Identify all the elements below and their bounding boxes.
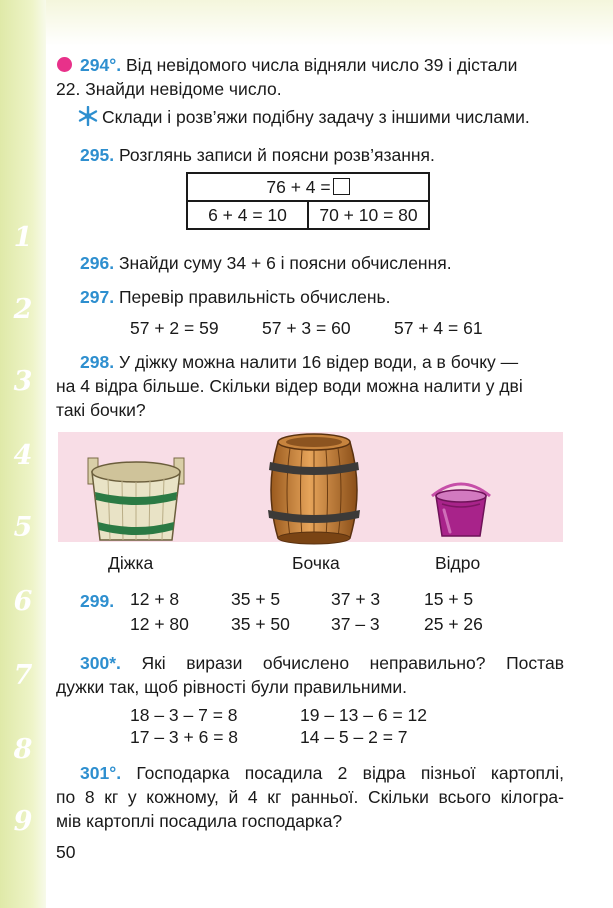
problem-number: 299. <box>80 591 115 611</box>
expression: 37 – 3 <box>331 614 380 634</box>
expression: 19 – 13 – 6 = 12 <box>300 705 427 725</box>
barrel-illustration <box>264 432 364 548</box>
scheme-top: 76 + 4 = <box>187 173 429 201</box>
expression: 12 + 8 <box>130 589 180 609</box>
problem-300-line2: дужки так, щоб рівності були правильними. <box>56 677 408 697</box>
sidebar-number: 8 <box>13 734 33 765</box>
problem-300-line1: 300*. Які вирази обчислено неправильно? Постав <box>80 653 564 673</box>
sidebar-number: 5 <box>13 512 33 543</box>
scheme-table <box>186 172 430 230</box>
sidebar-number: 3 <box>13 366 33 397</box>
problem-294-sub: Склади і розв’яжи подібну задачу з іншими числами. <box>102 107 530 127</box>
problem-294-line1: 294°. Від невідомого числа відняли число 39 і дістали <box>80 55 518 75</box>
bucket-illustration <box>428 478 494 538</box>
expression: 35 + 50 <box>231 614 290 634</box>
sidebar-number: 1 <box>13 222 33 253</box>
problem-298-line3: такі бочки? <box>56 400 146 420</box>
problem-298-line1: 298. У діжку можна налити 16 відер води, а в бочку — <box>80 352 519 372</box>
problem-number: 300*. <box>80 653 121 673</box>
expression: 18 – 3 – 7 = 8 <box>130 705 238 725</box>
problem-number: 298. <box>80 352 115 372</box>
problem-301-line3: мів картоплі посадила господарка? <box>56 811 343 831</box>
problem-298-line2: на 4 відра більше. Скільки відер води можна налити у дві <box>56 376 523 396</box>
scheme-right: 70 + 10 = 80 <box>308 201 429 229</box>
caption-bucket: Відро <box>435 553 481 573</box>
problem-294-line2: 22. Знайди невідоме число. <box>56 79 282 99</box>
sidebar-number: 7 <box>13 660 33 691</box>
problem-301-line1: 301°. Господарка посадила 2 відра пізньої картоплі, <box>80 763 564 783</box>
problem-number: 301°. <box>80 763 122 783</box>
sidebar <box>0 0 46 908</box>
expression: 17 – 3 + 6 = 8 <box>130 727 239 747</box>
problem-number: 295. <box>80 145 115 165</box>
caption-barrel: Бочка <box>292 553 340 573</box>
expression: 15 + 5 <box>424 589 474 609</box>
sidebar-number: 4 <box>13 440 33 471</box>
expression: 57 + 2 = 59 <box>130 318 219 338</box>
expression: 25 + 26 <box>424 614 483 634</box>
bullet-icon <box>57 57 72 72</box>
scheme-left: 6 + 4 = 10 <box>187 201 308 229</box>
expression: 37 + 3 <box>331 589 381 609</box>
problem-295: 295. Розглянь записи й поясни розв’язання. <box>80 145 435 165</box>
top-band <box>0 0 613 46</box>
problem-number: 294°. <box>80 55 122 75</box>
expression: 12 + 80 <box>130 614 189 634</box>
problem-301-line2: по 8 кг у кожному, й 4 кг ранньої. Скільки всього кілогра- <box>56 787 564 807</box>
sidebar-number: 2 <box>13 294 33 325</box>
expression: 57 + 4 = 61 <box>394 318 483 338</box>
problem-296: 296. Знайди суму 34 + 6 і поясни обчислення. <box>80 253 452 273</box>
problem-299-number <box>80 589 114 613</box>
page-number: 50 <box>56 842 76 862</box>
expression: 35 + 5 <box>231 589 281 609</box>
answer-box <box>333 178 350 195</box>
tub-illustration <box>86 448 186 544</box>
problem-297: 297. Перевір правильність обчислень. <box>80 287 391 307</box>
snowflake-icon <box>78 106 98 126</box>
problem-number: 296. <box>80 253 115 273</box>
problem-number: 297. <box>80 287 115 307</box>
expression: 57 + 3 = 60 <box>262 318 351 338</box>
expression: 14 – 5 – 2 = 7 <box>300 727 408 747</box>
sidebar-number: 6 <box>13 586 33 617</box>
caption-tub: Діжка <box>108 553 154 573</box>
sidebar-number: 9 <box>13 806 33 837</box>
